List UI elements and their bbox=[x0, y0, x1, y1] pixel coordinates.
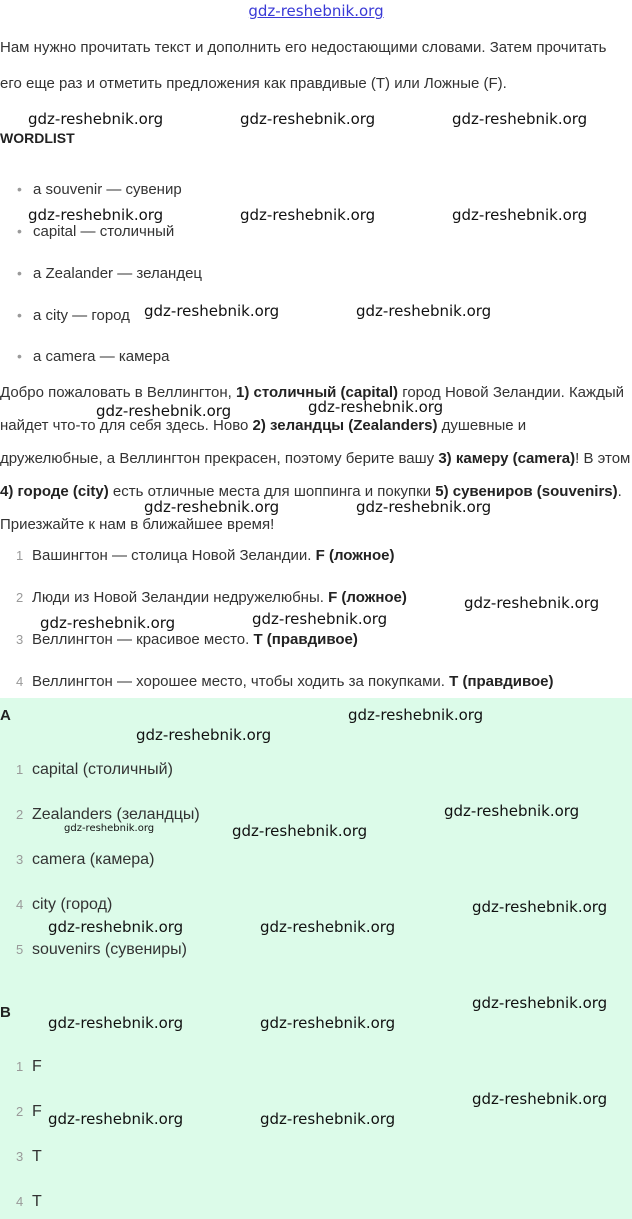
bullet-icon: • bbox=[17, 307, 22, 323]
section-a-item: 3 camera (камера) bbox=[16, 851, 155, 868]
watermark: gdz-reshebnik.org bbox=[240, 110, 376, 128]
answer-5: 5) сувениров (souvenirs) bbox=[435, 483, 618, 500]
section-a-item: 4 city (город) bbox=[16, 896, 113, 913]
statement-item: 3 Веллингтон — красивое место. T (правдивое) bbox=[16, 631, 358, 648]
watermark: gdz-reshebnik.org bbox=[348, 706, 484, 724]
section-b-item: 4 T bbox=[16, 1193, 42, 1210]
answer-1: 1) столичный (capital) bbox=[236, 384, 399, 401]
watermark: gdz-reshebnik.org bbox=[144, 498, 280, 516]
wordlist-item: • a camera — камера bbox=[17, 348, 170, 365]
watermark: gdz-reshebnik.org bbox=[64, 823, 155, 834]
watermark: gdz-reshebnik.org bbox=[472, 898, 608, 916]
story-text: Добро пожаловать в Веллингтон, 1) столичный (capital) город Новой Зеландии. Каждый найдет что-то для себя здесь. Ново 2) зеландцы (Zealanders) душевные и дружелюбные, а Веллингтон прекрасен, поэтому берите вашу 3) камеру (camera)! В этом 4) городе (city) есть отличные места для шоппинга и покупки 5) сувениров (souvenirs). Приезжайте к нам в ближайшее время! bbox=[0, 384, 631, 533]
section-b-item: 2 F bbox=[16, 1103, 42, 1120]
wordlist-item: • a souvenir — сувенир bbox=[17, 181, 182, 198]
statement-item: 2 Люди из Новой Зеландии недружелюбны. F (ложное) bbox=[16, 589, 407, 606]
answer-3: 3) камеру (camera) bbox=[438, 450, 576, 467]
watermark: gdz-reshebnik.org bbox=[260, 1110, 396, 1128]
watermark: gdz-reshebnik.org bbox=[444, 802, 580, 820]
wordlist-item: • capital — столичный bbox=[17, 223, 175, 240]
watermark: gdz-reshebnik.org bbox=[240, 206, 376, 224]
section-a-label: A bbox=[0, 707, 11, 724]
watermark: gdz-reshebnik.org bbox=[40, 614, 176, 632]
watermark: gdz-reshebnik.org bbox=[452, 206, 588, 224]
watermark: gdz-reshebnik.org bbox=[48, 1014, 184, 1032]
watermark: gdz-reshebnik.org bbox=[308, 398, 444, 416]
watermark: gdz-reshebnik.org bbox=[48, 918, 184, 936]
watermark: gdz-reshebnik.org bbox=[260, 918, 396, 936]
wordlist-title: WORDLIST bbox=[0, 130, 75, 146]
section-a-item: 5 souvenirs (сувениры) bbox=[16, 941, 187, 958]
watermark: gdz-reshebnik.org bbox=[452, 110, 588, 128]
section-b-item: 3 T bbox=[16, 1148, 42, 1165]
watermark: gdz-reshebnik.org bbox=[356, 498, 492, 516]
section-b-item: 1 F bbox=[16, 1058, 42, 1075]
watermark: gdz-reshebnik.org bbox=[28, 110, 164, 128]
answer-4: 4) городе (city) bbox=[0, 483, 109, 500]
watermark: gdz-reshebnik.org bbox=[96, 402, 232, 420]
statement-item: 1 Вашингтон — столица Новой Зеландии. F (ложное) bbox=[16, 547, 395, 564]
watermark: gdz-reshebnik.org bbox=[356, 302, 492, 320]
task-instructions: Нам нужно прочитать текст и дополнить его недостающими словами. Затем прочитать его еще раз и отметить предложения как правдивые (T) или Ложные (F). bbox=[0, 39, 607, 92]
section-b-label: B bbox=[0, 1004, 11, 1021]
answer-2: 2) зеландцы (Zealanders) bbox=[252, 417, 438, 434]
watermark: gdz-reshebnik.org bbox=[472, 1090, 608, 1108]
bullet-icon: • bbox=[17, 223, 22, 239]
bullet-icon: • bbox=[17, 265, 22, 281]
statement-item: 4 Веллингтон — хорошее место, чтобы ходить за покупками. T (правдивое) bbox=[16, 673, 554, 690]
watermark: gdz-reshebnik.org bbox=[472, 994, 608, 1012]
bullet-icon: • bbox=[17, 348, 22, 364]
bullet-icon: • bbox=[17, 181, 22, 197]
watermark: gdz-reshebnik.org bbox=[136, 726, 272, 744]
watermark: gdz-reshebnik.org bbox=[464, 594, 600, 612]
watermark: gdz-reshebnik.org bbox=[232, 822, 368, 840]
watermark: gdz-reshebnik.org bbox=[144, 302, 280, 320]
wordlist-item: • a Zealander — зеландец bbox=[17, 265, 203, 282]
watermark: gdz-reshebnik.org bbox=[28, 206, 164, 224]
watermark: gdz-reshebnik.org bbox=[48, 1110, 184, 1128]
watermark: gdz-reshebnik.org bbox=[260, 1014, 396, 1032]
section-a-item: 1 capital (столичный) bbox=[16, 761, 173, 778]
site-link[interactable]: gdz-reshebnik.org bbox=[248, 2, 384, 20]
wordlist-item: • a city — город bbox=[17, 307, 130, 324]
watermark: gdz-reshebnik.org bbox=[252, 610, 388, 628]
section-a-item: 2 Zealanders (зеландцы) bbox=[16, 806, 200, 823]
